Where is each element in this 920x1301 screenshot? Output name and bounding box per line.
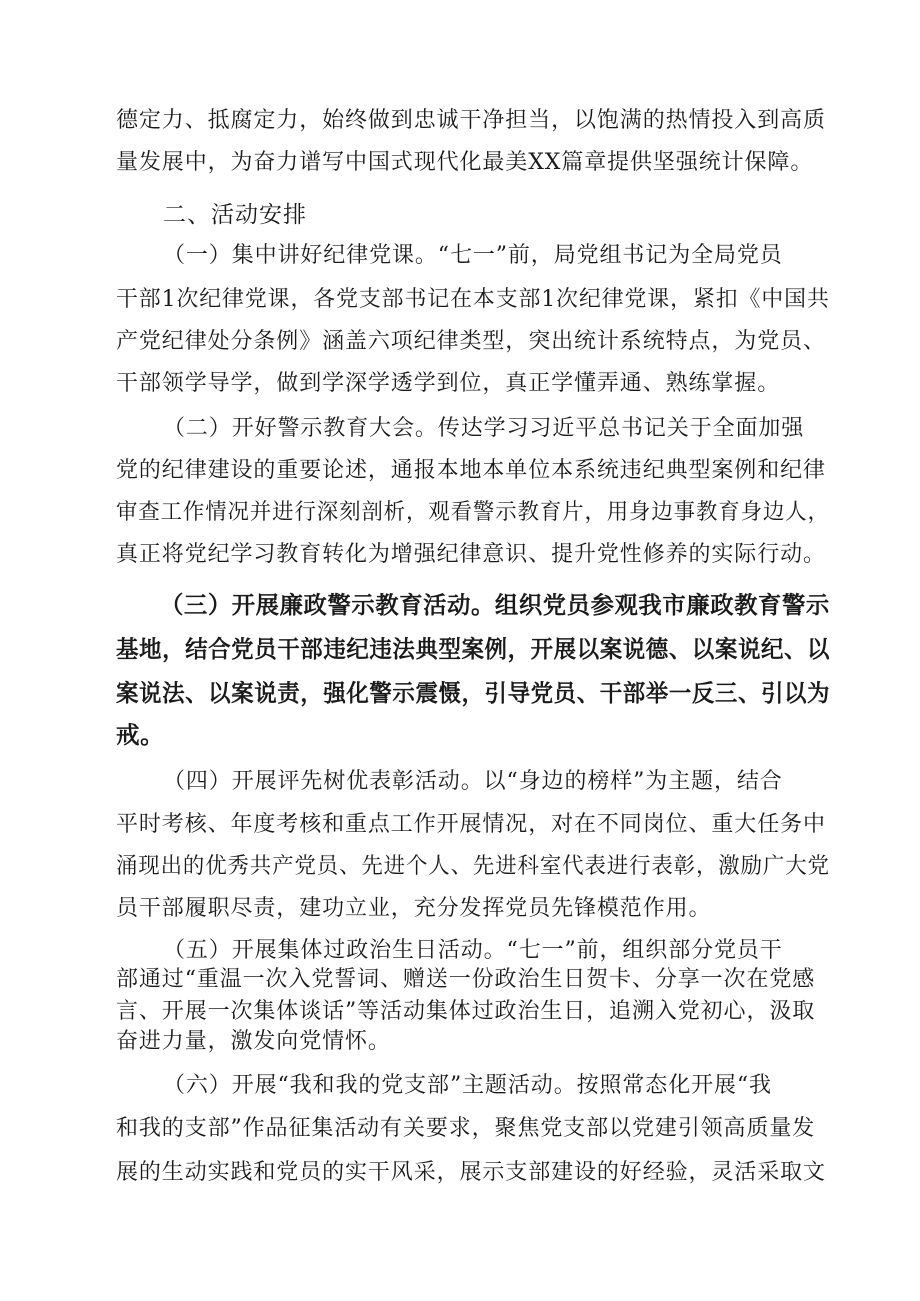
item-5-line-2: 部通过“重温一次入党誓词、赠送一份政治生日贺卡、分享一次在党感 xyxy=(116,967,816,992)
item-1-line-1: （一）集中讲好纪律党课。“七一”前，局党组书记为全局党员 xyxy=(163,243,783,268)
item-2-line-2: 党的纪律建设的重要论述，通报本地本单位本系统违纪典型案例和纪律 xyxy=(116,458,826,483)
item-2-line-1: （二）开好警示教育大会。传达学习习近平总书记关于全面加强 xyxy=(163,416,805,441)
item-1-line-4: 干部领学导学，做到学深学透学到位，真正学懂弄通、熟练掌握。 xyxy=(116,371,781,396)
item-5-line-1: （五）开展集体过政治生日活动。“七一”前，组织部分党员干 xyxy=(163,938,783,963)
item-4-line-3: 涌现出的优秀共产党员、先进个人、先进科室代表进行表彰，激励广大党 xyxy=(116,854,830,879)
item-1-line-2: 干部1次纪律党课，各党支部书记在本支部1次纪律党课，紧扣《中国共 xyxy=(116,287,830,312)
item-5-line-3: 言、开展一次集体谈话”等活动集体过政治生日，追溯入党初心，汲取 xyxy=(116,999,816,1024)
item-2-line-4: 真正将党纪学习教育转化为增强纪律意识、提升党性修养的实际行动。 xyxy=(116,542,826,567)
item-3-line-1: （三）开展廉政警示教育活动。组织党员参观我市廉政教育警示 xyxy=(160,591,830,619)
item-6-line-3: 展的生动实践和党员的实干风采，展示支部建设的好经验，灵活采取文 xyxy=(116,1160,826,1185)
item-5-line-4: 奋进力量，激发向党情怀。 xyxy=(116,1029,391,1054)
section-heading: 二、活动安排 xyxy=(163,202,307,228)
item-4-line-2: 平时考核、年度考核和重点工作开展情况，对在不同岗位、重大任务中 xyxy=(116,812,826,837)
item-3-line-3: 案说法、以案说责，强化警示震慑，引导党员、干部举一反三、引以为 xyxy=(116,679,831,707)
item-6-line-2: 和我的支部”作品征集活动有关要求，聚焦党支部以党建引领高质量发 xyxy=(116,1116,816,1141)
item-6-line-1: （六）开展“我和我的党支部”主题活动。按照常态化开展“我 xyxy=(163,1073,772,1098)
item-4-line-1: （四）开展评先树优表彰活动。以“身边的榜样”为主题，结合 xyxy=(163,769,783,794)
item-3-line-4: 戒。 xyxy=(116,721,165,749)
intro-line-1: 德定力、抵腐定力，始终做到忠诚干净担当，以饱满的热情投入到高质 xyxy=(116,108,826,133)
item-1-line-3: 产党纪律处分条例》涵盖六项纪律类型，突出统计系统特点，为党员、 xyxy=(116,329,826,354)
item-2-line-3: 审查工作情况并进行深刻剖析，观看警示教育片，用身边事教育身边人， xyxy=(116,500,830,525)
intro-line-2: 量发展中，为奋力谱写中国式现代化最美XX篇章提供坚强统计保障。 xyxy=(116,150,814,175)
item-4-line-4: 员干部履职尽责，建功立业，充分发挥党员先锋模范作用。 xyxy=(116,896,712,921)
item-3-line-2: 基地，结合党员干部违纪违法典型案例，开展以案说德、以案说纪、以 xyxy=(116,635,831,663)
